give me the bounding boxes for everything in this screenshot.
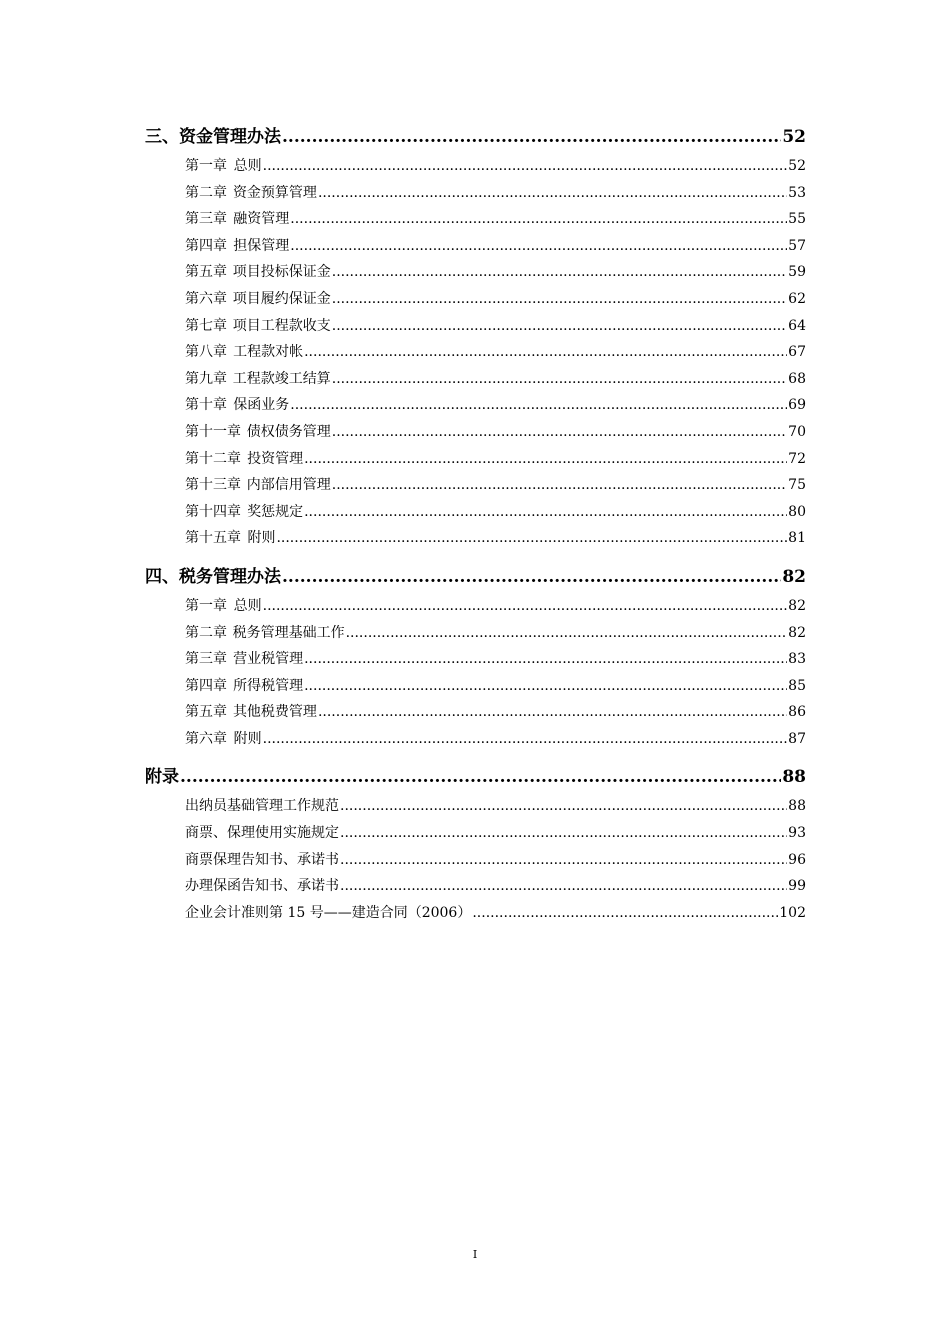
toc-dot-leader (340, 873, 787, 900)
toc-chapter-page-number: 68 (788, 370, 806, 387)
toc-chapter-title: 债权债务管理 (246, 423, 331, 440)
toc-chapter-title: 企业会计准则第 15 号——建造合同（2006） (185, 904, 472, 921)
toc-chapter-title: 资金预算管理 (232, 184, 317, 201)
toc-chapter-title: 出纳员基础管理工作规范 (185, 798, 339, 815)
toc-chapter-number: 第五章 (185, 264, 227, 281)
toc-dot-leader (180, 761, 781, 793)
toc-chapter-page-number: 72 (788, 450, 806, 467)
toc-chapter-number: 第五章 (185, 704, 227, 721)
toc-section-entry[interactable] (145, 121, 806, 153)
toc-chapter-title: 项目投标保证金 (232, 264, 331, 281)
toc-chapter-entry[interactable] (145, 419, 806, 446)
toc-section-page-number: 88 (782, 767, 806, 788)
toc-chapter-title: 其他税费管理 (232, 704, 317, 721)
toc-dot-leader (290, 233, 787, 260)
toc-chapter-number: 第六章 (185, 290, 227, 307)
toc-chapter-title: 商票保理告知书、承诺书 (185, 851, 339, 868)
toc-chapter-entry[interactable] (145, 446, 806, 473)
toc-chapter-number: 第四章 (185, 677, 227, 694)
toc-chapter-entry[interactable] (145, 499, 806, 526)
toc-section-page-number: 82 (782, 566, 806, 587)
toc-dot-leader (304, 339, 787, 366)
toc-dot-leader (340, 793, 787, 820)
toc-chapter-page-number: 52 (788, 158, 806, 174)
toc-chapter-entry[interactable] (145, 153, 806, 180)
toc-chapter-page-number: 55 (788, 211, 806, 228)
table-of-contents (145, 121, 806, 926)
toc-chapter-title: 税务管理基础工作 (232, 624, 345, 641)
toc-dot-leader (263, 593, 788, 620)
toc-chapter-entry[interactable] (145, 286, 806, 313)
toc-section-title: 三、资金管理办法 (145, 127, 281, 147)
toc-dot-leader (318, 699, 787, 726)
toc-chapter-page-number: 96 (788, 851, 806, 868)
toc-chapter-title: 奖惩规定 (247, 503, 304, 520)
toc-chapter-number: 第三章 (185, 651, 227, 668)
toc-chapter-page-number: 93 (788, 825, 806, 842)
toc-chapter-title: 担保管理 (233, 237, 290, 254)
toc-dot-leader (340, 820, 787, 847)
toc-chapter-number: 第六章 (185, 730, 227, 747)
toc-chapter-page-number: 86 (788, 704, 806, 721)
toc-chapter-entry[interactable] (145, 339, 806, 366)
toc-dot-leader (318, 180, 787, 207)
toc-dot-leader (304, 499, 787, 526)
toc-section-title: 四、税务管理办法 (145, 566, 281, 587)
page-number-footer: I (472, 1248, 478, 1261)
toc-chapter-title: 总则 (233, 597, 262, 614)
toc-dot-leader (276, 525, 787, 552)
toc-dot-leader (340, 847, 787, 874)
toc-chapter-number: 第十四章 (185, 503, 241, 520)
toc-chapter-entry[interactable] (145, 847, 806, 874)
toc-chapter-page-number: 82 (788, 597, 806, 614)
toc-chapter-title: 工程款竣工结算 (232, 370, 331, 387)
toc-dot-leader (332, 472, 787, 499)
toc-chapter-title: 投资管理 (247, 450, 304, 467)
toc-chapter-page-number: 57 (788, 237, 806, 254)
toc-chapter-entry[interactable] (145, 699, 806, 726)
toc-chapter-entry[interactable] (145, 646, 806, 673)
toc-chapter-number: 第十二章 (185, 450, 241, 467)
toc-chapter-entry[interactable] (145, 593, 806, 620)
toc-chapter-page-number: 67 (788, 344, 806, 361)
toc-chapter-entry[interactable] (145, 259, 806, 286)
toc-chapter-title: 附则 (233, 730, 262, 747)
toc-section-title: 附录 (145, 767, 179, 788)
toc-chapter-page-number: 88 (788, 798, 806, 815)
toc-chapter-title: 营业税管理 (233, 651, 304, 668)
toc-chapter-number: 第一章 (185, 158, 227, 174)
toc-chapter-page-number: 83 (788, 651, 806, 668)
toc-chapter-entry[interactable] (145, 233, 806, 260)
toc-chapter-entry[interactable] (145, 873, 806, 900)
toc-chapter-entry[interactable] (145, 820, 806, 847)
toc-chapter-page-number: 85 (788, 677, 806, 694)
toc-chapter-number: 第二章 (185, 184, 227, 201)
toc-chapter-title: 项目履约保证金 (232, 290, 331, 307)
toc-chapter-title: 所得税管理 (233, 677, 304, 694)
toc-chapter-page-number: 59 (788, 264, 806, 281)
toc-dot-leader (304, 673, 787, 700)
toc-chapter-entry[interactable] (145, 620, 806, 647)
toc-dot-leader (263, 153, 788, 180)
toc-dot-leader (346, 620, 788, 647)
toc-dot-leader (290, 392, 787, 419)
toc-chapter-title: 保函业务 (233, 397, 290, 414)
toc-dot-leader (304, 646, 787, 673)
toc-chapter-number: 第九章 (185, 370, 227, 387)
toc-chapter-number: 第十五章 (185, 530, 241, 547)
toc-dot-leader (263, 726, 788, 753)
toc-chapter-entry[interactable] (145, 313, 806, 340)
toc-chapter-page-number: 102 (779, 904, 806, 921)
toc-chapter-page-number: 70 (788, 423, 806, 440)
toc-chapter-entry[interactable] (145, 673, 806, 700)
toc-chapter-entry[interactable] (145, 726, 806, 753)
toc-dot-leader (282, 561, 781, 593)
toc-chapter-page-number: 81 (788, 530, 806, 547)
toc-chapter-entry[interactable] (145, 180, 806, 207)
toc-chapter-page-number: 82 (788, 624, 806, 641)
toc-chapter-page-number: 53 (788, 184, 806, 201)
toc-chapter-title: 商票、保理使用实施规定 (185, 825, 339, 842)
toc-chapter-number: 第十章 (185, 397, 227, 414)
toc-chapter-page-number: 75 (788, 477, 806, 494)
toc-chapter-page-number: 64 (788, 317, 806, 334)
toc-chapter-title: 附则 (247, 530, 276, 547)
toc-dot-leader (332, 366, 787, 393)
toc-chapter-number: 第三章 (185, 211, 227, 228)
toc-section-page-number: 52 (782, 127, 806, 147)
toc-chapter-page-number: 99 (788, 878, 806, 895)
toc-chapter-page-number: 87 (788, 730, 806, 747)
toc-chapter-number: 第一章 (185, 597, 227, 614)
toc-dot-leader (282, 121, 781, 153)
toc-chapter-page-number: 69 (788, 397, 806, 414)
toc-section-entry[interactable] (145, 761, 806, 793)
toc-chapter-page-number: 62 (788, 290, 806, 307)
toc-dot-leader (332, 259, 787, 286)
toc-chapter-title: 内部信用管理 (246, 477, 331, 494)
toc-chapter-number: 第七章 (185, 317, 227, 334)
toc-chapter-page-number: 80 (788, 503, 806, 520)
toc-dot-leader (332, 313, 787, 340)
toc-dot-leader (332, 286, 787, 313)
toc-chapter-entry[interactable] (145, 793, 806, 820)
toc-chapter-number: 第二章 (185, 624, 227, 641)
toc-dot-leader (290, 206, 787, 233)
toc-chapter-title: 工程款对帐 (233, 344, 304, 361)
toc-chapter-title: 总则 (233, 158, 262, 174)
toc-dot-leader (472, 900, 778, 927)
toc-chapter-title: 办理保函告知书、承诺书 (185, 878, 339, 895)
toc-chapter-title: 项目工程款收支 (232, 317, 331, 334)
toc-chapter-title: 融资管理 (233, 211, 290, 228)
toc-dot-leader (304, 446, 787, 473)
toc-chapter-number: 第十三章 (185, 477, 241, 494)
toc-chapter-entry[interactable] (145, 472, 806, 499)
toc-dot-leader (332, 419, 787, 446)
toc-chapter-entry[interactable] (145, 392, 806, 419)
toc-chapter-entry[interactable] (145, 366, 806, 393)
toc-section-entry[interactable] (145, 561, 806, 593)
toc-chapter-number: 第十一章 (185, 423, 241, 440)
toc-chapter-number: 第四章 (185, 237, 227, 254)
toc-chapter-entry[interactable] (145, 206, 806, 233)
toc-chapter-number: 第八章 (185, 344, 227, 361)
toc-chapter-entry[interactable] (145, 525, 806, 552)
toc-chapter-entry[interactable] (145, 900, 806, 927)
